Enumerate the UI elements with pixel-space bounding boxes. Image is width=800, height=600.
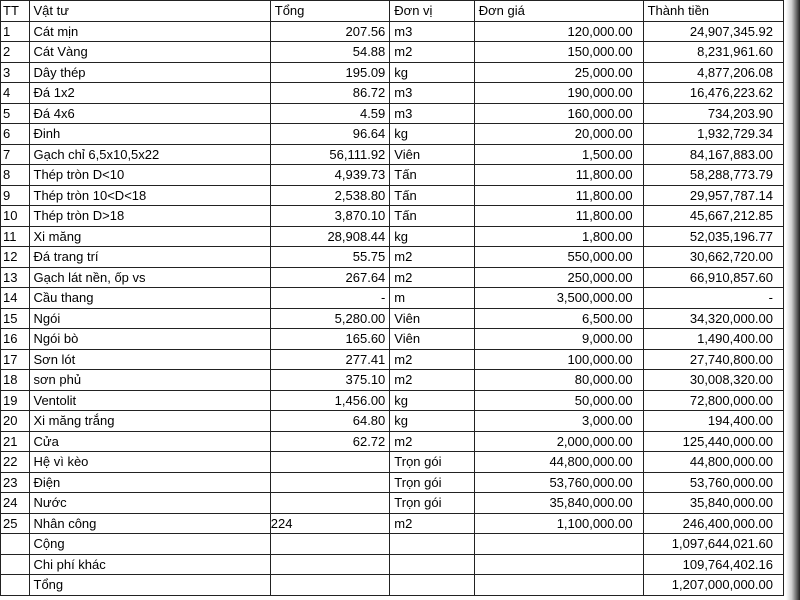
cell-tt[interactable] <box>1 534 30 555</box>
cell-don-vi[interactable]: m2 <box>390 513 474 534</box>
cell-thanh-tien[interactable]: 44,800,000.00 <box>643 452 783 473</box>
cell-don-gia[interactable]: 6,500.00 <box>474 308 643 329</box>
cell-don-gia[interactable]: 53,760,000.00 <box>474 472 643 493</box>
cell-vat-tu[interactable]: Gạch lát nền, ốp vs <box>29 267 270 288</box>
table-row <box>1 165 784 186</box>
cell-tt[interactable]: 5 <box>1 103 30 124</box>
cell-vat-tu[interactable]: Dây thép <box>29 62 270 83</box>
cell-tong[interactable]: 267.64 <box>270 267 390 288</box>
cell-tt[interactable]: 1 <box>1 21 30 42</box>
cell-tt[interactable]: 14 <box>1 288 30 309</box>
header-don-vi[interactable]: Đơn vị <box>390 1 474 22</box>
cell-vat-tu[interactable]: Ventolit <box>29 390 270 411</box>
cell-vat-tu[interactable]: Cát mịn <box>29 21 270 42</box>
cell-tt[interactable]: 22 <box>1 452 30 473</box>
cell-vat-tu[interactable]: Cát Vàng <box>29 42 270 63</box>
cell-don-gia[interactable]: 1,500.00 <box>474 144 643 165</box>
cell-don-gia[interactable] <box>474 554 643 575</box>
cell-thanh-tien[interactable]: 8,231,961.60 <box>643 42 783 63</box>
cell-don-vi[interactable]: m3 <box>390 103 474 124</box>
cell-vat-tu[interactable]: Gạch chỉ 6,5x10,5x22 <box>29 144 270 165</box>
cell-don-gia[interactable]: 100,000.00 <box>474 349 643 370</box>
cell-thanh-tien[interactable]: 34,320,000.00 <box>643 308 783 329</box>
cell-don-vi[interactable]: kg <box>390 226 474 247</box>
table-row <box>1 83 784 104</box>
cell-tong[interactable]: 86.72 <box>270 83 390 104</box>
cell-tt[interactable]: 4 <box>1 83 30 104</box>
cell-vat-tu[interactable]: Hệ vì kèo <box>29 452 270 473</box>
cell-don-vi[interactable]: m <box>390 288 474 309</box>
cell-tt[interactable]: 21 <box>1 431 30 452</box>
cell-vat-tu[interactable]: sơn phủ <box>29 370 270 391</box>
cell-don-gia[interactable]: 11,800.00 <box>474 185 643 206</box>
table-body <box>1 21 784 534</box>
cell-tong[interactable]: 5,280.00 <box>270 308 390 329</box>
cell-don-gia[interactable]: 1,800.00 <box>474 226 643 247</box>
cell-thanh-tien[interactable]: 30,008,320.00 <box>643 370 783 391</box>
cell-thanh-tien[interactable]: 52,035,196.77 <box>643 226 783 247</box>
cell-don-gia[interactable]: 2,000,000.00 <box>474 431 643 452</box>
cell-tt[interactable]: 23 <box>1 472 30 493</box>
cell-tong[interactable]: 1,456.00 <box>270 390 390 411</box>
cell-tong[interactable] <box>270 493 390 514</box>
cell-vat-tu[interactable]: Thép tròn D>18 <box>29 206 270 227</box>
cell-don-gia[interactable]: 250,000.00 <box>474 267 643 288</box>
header-tong[interactable]: Tổng <box>270 1 390 22</box>
cell-vat-tu[interactable]: Thép tròn 10<D<18 <box>29 185 270 206</box>
cell-vat-tu[interactable]: Cầu thang <box>29 288 270 309</box>
cell-don-vi[interactable]: m2 <box>390 42 474 63</box>
cell-don-vi[interactable]: Tấn <box>390 206 474 227</box>
cell-tong[interactable] <box>270 452 390 473</box>
cell-thanh-tien[interactable]: 27,740,800.00 <box>643 349 783 370</box>
cell-tt[interactable]: 9 <box>1 185 30 206</box>
cell-don-vi[interactable]: Viên <box>390 329 474 350</box>
cell-vat-tu[interactable]: Nước <box>29 493 270 514</box>
cell-thanh-tien[interactable]: 4,877,206.08 <box>643 62 783 83</box>
cell-don-vi[interactable]: m3 <box>390 83 474 104</box>
cell-tong[interactable]: 4,939.73 <box>270 165 390 186</box>
cell-tong[interactable]: 195.09 <box>270 62 390 83</box>
cell-tong[interactable]: 4.59 <box>270 103 390 124</box>
cell-tong[interactable]: 96.64 <box>270 124 390 145</box>
table-row <box>1 411 784 432</box>
cell-tong[interactable]: 277.41 <box>270 349 390 370</box>
summary-value[interactable]: 1,207,000,000.00 <box>643 575 783 596</box>
cell-thanh-tien[interactable]: 16,476,223.62 <box>643 83 783 104</box>
cell-tong[interactable]: 64.80 <box>270 411 390 432</box>
cell-don-gia[interactable]: 50,000.00 <box>474 390 643 411</box>
summary-row <box>1 534 784 555</box>
table-row <box>1 226 784 247</box>
cell-tt[interactable]: 18 <box>1 370 30 391</box>
cell-don-vi[interactable]: m2 <box>390 370 474 391</box>
cell-don-vi[interactable]: Viên <box>390 144 474 165</box>
cell-tt[interactable]: 6 <box>1 124 30 145</box>
cell-don-vi[interactable]: m2 <box>390 267 474 288</box>
cell-don-vi[interactable]: m3 <box>390 21 474 42</box>
cell-don-vi[interactable]: kg <box>390 411 474 432</box>
cell-tong[interactable] <box>270 534 390 555</box>
summary-body <box>1 534 784 596</box>
cell-tt[interactable]: 19 <box>1 390 30 411</box>
cell-don-gia[interactable] <box>474 575 643 596</box>
cell-vat-tu[interactable]: Nhân công <box>29 513 270 534</box>
cell-tt[interactable]: 17 <box>1 349 30 370</box>
table-row <box>1 124 784 145</box>
cell-thanh-tien[interactable]: 125,440,000.00 <box>643 431 783 452</box>
table-row <box>1 513 784 534</box>
cell-don-vi[interactable]: m2 <box>390 349 474 370</box>
summary-label[interactable]: Chi phí khác <box>29 554 270 575</box>
cell-vat-tu[interactable]: Cửa <box>29 431 270 452</box>
cell-thanh-tien[interactable]: 66,910,857.60 <box>643 267 783 288</box>
cell-don-vi[interactable]: m2 <box>390 431 474 452</box>
cell-don-gia[interactable]: 25,000.00 <box>474 62 643 83</box>
cell-don-gia[interactable]: 9,000.00 <box>474 329 643 350</box>
summary-row <box>1 575 784 596</box>
table-row <box>1 21 784 42</box>
cell-thanh-tien[interactable]: 72,800,000.00 <box>643 390 783 411</box>
cell-tt[interactable]: 15 <box>1 308 30 329</box>
cell-thanh-tien[interactable]: 84,167,883.00 <box>643 144 783 165</box>
cell-tong[interactable]: 375.10 <box>270 370 390 391</box>
cell-don-vi[interactable]: kg <box>390 124 474 145</box>
cell-don-vi[interactable] <box>390 575 474 596</box>
cell-don-gia[interactable]: 44,800,000.00 <box>474 452 643 473</box>
summary-value[interactable]: 1,097,644,021.60 <box>643 534 783 555</box>
cell-tt[interactable]: 7 <box>1 144 30 165</box>
cell-tong[interactable]: 3,870.10 <box>270 206 390 227</box>
cell-tt[interactable] <box>1 554 30 575</box>
summary-label[interactable]: Tổng <box>29 575 270 596</box>
cell-vat-tu[interactable]: Ngói <box>29 308 270 329</box>
cell-vat-tu[interactable]: Đá trang trí <box>29 247 270 268</box>
cell-don-gia[interactable]: 35,840,000.00 <box>474 493 643 514</box>
table-row <box>1 103 784 124</box>
cell-tt[interactable]: 16 <box>1 329 30 350</box>
cell-vat-tu[interactable]: Xi măng trắng <box>29 411 270 432</box>
table-row <box>1 493 784 514</box>
cell-vat-tu[interactable]: Xi măng <box>29 226 270 247</box>
header-tt[interactable]: TT <box>1 1 30 22</box>
summary-value[interactable]: 109,764,402.16 <box>643 554 783 575</box>
cell-don-vi[interactable]: kg <box>390 62 474 83</box>
table-row <box>1 349 784 370</box>
cell-thanh-tien[interactable]: - <box>643 288 783 309</box>
summary-label[interactable]: Cộng <box>29 534 270 555</box>
cell-tong[interactable]: 28,908.44 <box>270 226 390 247</box>
cell-don-gia[interactable]: 3,500,000.00 <box>474 288 643 309</box>
header-thanh-tien[interactable]: Thành tiền <box>643 1 783 22</box>
cell-don-gia[interactable]: 11,800.00 <box>474 165 643 186</box>
cell-tt[interactable]: 8 <box>1 165 30 186</box>
cell-don-gia[interactable]: 1,100,000.00 <box>474 513 643 534</box>
cell-thanh-tien[interactable]: 1,490,400.00 <box>643 329 783 350</box>
cell-vat-tu[interactable]: Đá 4x6 <box>29 103 270 124</box>
table-row <box>1 144 784 165</box>
table-row <box>1 247 784 268</box>
cell-tong[interactable] <box>270 472 390 493</box>
cell-don-vi[interactable]: Tấn <box>390 165 474 186</box>
table-row <box>1 370 784 391</box>
table-row <box>1 308 784 329</box>
table-row <box>1 431 784 452</box>
cell-vat-tu[interactable]: Thép tròn D<10 <box>29 165 270 186</box>
cell-don-gia[interactable] <box>474 534 643 555</box>
cell-tt[interactable]: 13 <box>1 267 30 288</box>
cell-thanh-tien[interactable]: 734,203.90 <box>643 103 783 124</box>
cell-don-gia[interactable]: 80,000.00 <box>474 370 643 391</box>
table-row <box>1 267 784 288</box>
cell-thanh-tien[interactable]: 35,840,000.00 <box>643 493 783 514</box>
cell-don-vi[interactable]: Trọn gói <box>390 472 474 493</box>
table-row <box>1 452 784 473</box>
cell-don-gia[interactable]: 20,000.00 <box>474 124 643 145</box>
cell-don-vi[interactable]: kg <box>390 390 474 411</box>
cell-don-gia[interactable]: 3,000.00 <box>474 411 643 432</box>
cell-tt[interactable]: 11 <box>1 226 30 247</box>
cell-thanh-tien[interactable]: 29,957,787.14 <box>643 185 783 206</box>
cell-thanh-tien[interactable]: 30,662,720.00 <box>643 247 783 268</box>
cell-tt[interactable]: 20 <box>1 411 30 432</box>
header-don-gia[interactable]: Đơn giá <box>474 1 643 22</box>
cell-tt[interactable]: 3 <box>1 62 30 83</box>
cell-thanh-tien[interactable]: 58,288,773.79 <box>643 165 783 186</box>
cell-don-gia[interactable]: 550,000.00 <box>474 247 643 268</box>
cell-tt[interactable]: 10 <box>1 206 30 227</box>
cell-tong[interactable]: 2,538.80 <box>270 185 390 206</box>
cell-don-gia[interactable]: 120,000.00 <box>474 21 643 42</box>
table-row <box>1 62 784 83</box>
cell-vat-tu[interactable]: Đinh <box>29 124 270 145</box>
cell-don-vi[interactable]: m2 <box>390 247 474 268</box>
cell-tt[interactable] <box>1 575 30 596</box>
cell-tong[interactable] <box>270 554 390 575</box>
cell-thanh-tien[interactable]: 194,400.00 <box>643 411 783 432</box>
cell-don-vi[interactable]: Trọn gói <box>390 452 474 473</box>
cell-tong[interactable]: 55.75 <box>270 247 390 268</box>
cell-thanh-tien[interactable]: 1,932,729.34 <box>643 124 783 145</box>
cell-tt[interactable]: 24 <box>1 493 30 514</box>
cell-vat-tu[interactable]: Đá 1x2 <box>29 83 270 104</box>
table-row <box>1 329 784 350</box>
cell-tong[interactable]: 165.60 <box>270 329 390 350</box>
cell-don-vi[interactable]: Trọn gói <box>390 493 474 514</box>
table-row <box>1 185 784 206</box>
table-row <box>1 472 784 493</box>
cell-thanh-tien[interactable]: 45,667,212.85 <box>643 206 783 227</box>
header-row <box>1 1 784 22</box>
cell-tong[interactable]: 207.56 <box>270 21 390 42</box>
cell-don-vi[interactable]: Viên <box>390 308 474 329</box>
cell-tong[interactable]: - <box>270 288 390 309</box>
cell-vat-tu[interactable]: Điện <box>29 472 270 493</box>
cell-don-vi[interactable]: Tấn <box>390 185 474 206</box>
cell-tt[interactable]: 25 <box>1 513 30 534</box>
summary-row <box>1 554 784 575</box>
screen-edge <box>786 0 800 600</box>
cell-don-gia[interactable]: 11,800.00 <box>474 206 643 227</box>
cell-thanh-tien[interactable]: 53,760,000.00 <box>643 472 783 493</box>
cell-don-gia[interactable]: 150,000.00 <box>474 42 643 63</box>
header-vat-tu[interactable]: Vật tư <box>29 1 270 22</box>
cell-vat-tu[interactable]: Ngói bò <box>29 329 270 350</box>
cell-vat-tu[interactable]: Sơn lót <box>29 349 270 370</box>
cell-thanh-tien[interactable]: 246,400,000.00 <box>643 513 783 534</box>
table-row <box>1 42 784 63</box>
table-row <box>1 206 784 227</box>
cell-tong[interactable] <box>270 575 390 596</box>
cell-don-gia[interactable]: 160,000.00 <box>474 103 643 124</box>
cell-don-vi[interactable] <box>390 534 474 555</box>
table-row <box>1 288 784 309</box>
cell-tong[interactable]: 56,111.92 <box>270 144 390 165</box>
cell-don-gia[interactable]: 190,000.00 <box>474 83 643 104</box>
cell-thanh-tien[interactable]: 24,907,345.92 <box>643 21 783 42</box>
cell-tong[interactable]: 224 <box>270 513 390 534</box>
cell-tong[interactable]: 54.88 <box>270 42 390 63</box>
cell-don-vi[interactable] <box>390 554 474 575</box>
table-row <box>1 390 784 411</box>
cell-tong[interactable]: 62.72 <box>270 431 390 452</box>
cell-tt[interactable]: 12 <box>1 247 30 268</box>
cell-tt[interactable]: 2 <box>1 42 30 63</box>
